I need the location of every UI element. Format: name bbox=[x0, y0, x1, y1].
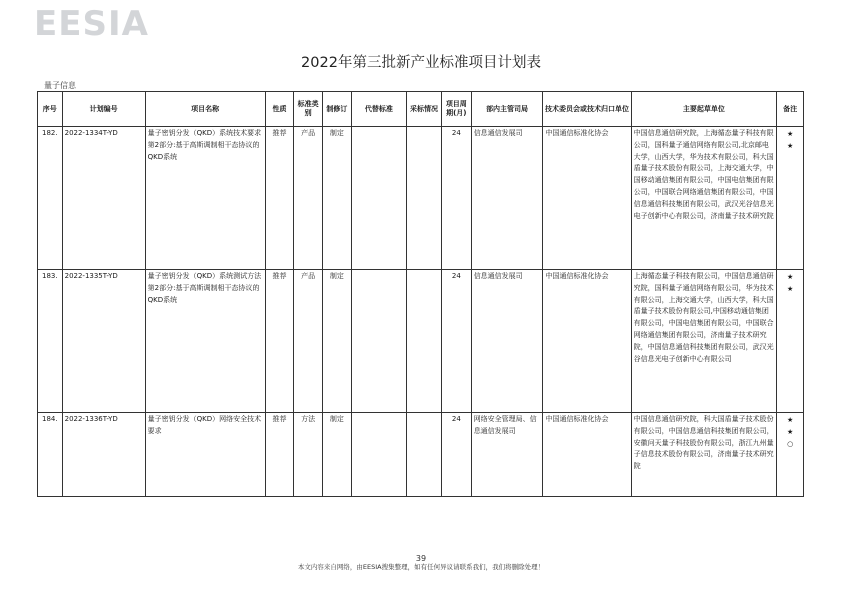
cell-name: 量子密钥分发（QKD）网络安全技术要求 bbox=[145, 413, 265, 497]
cell-drafters: 中国信息通信研究院，上海循态量子科技有限公司，国科量子通信网络有限公司,北京邮电大学，山西大学，华为技术有限公司，科大国盾量子技术股份有限公司，上海交通大学，中国移动通信集团有限公司，中国电信集团有限公司，中国联合网络通信集团有限公司，中国信息通信科技集团有限公司，武汉光谷信息光电子创新中心有限公司，济南量子技术研究院 bbox=[631, 127, 777, 270]
cell-period: 24 bbox=[441, 127, 471, 270]
eesia-logo: EESIA bbox=[34, 4, 149, 44]
cell-adopt bbox=[407, 270, 442, 413]
cell-plan-no: 2022-1334T-YD bbox=[62, 127, 145, 270]
cell-seq: 182. bbox=[38, 127, 63, 270]
cell-note bbox=[777, 270, 804, 413]
cell-nature: 推荐 bbox=[265, 127, 294, 270]
note-marks: ★ ★ bbox=[786, 130, 794, 150]
cell-note bbox=[777, 413, 804, 497]
cell-committee: 中国通信标准化协会 bbox=[543, 413, 631, 497]
cell-std-type: 产品 bbox=[294, 127, 323, 270]
header-nature: 性质 bbox=[265, 92, 294, 127]
header-std-type: 标准类别 bbox=[294, 92, 323, 127]
header-dept: 部内主管司局 bbox=[471, 92, 543, 127]
header-plan-no: 计划编号 bbox=[62, 92, 145, 127]
cell-period: 24 bbox=[441, 413, 471, 497]
header-committee: 技术委员会或技术归口单位 bbox=[543, 92, 631, 127]
page-title: 2022年第三批新产业标准项目计划表 bbox=[301, 55, 541, 71]
cell-std-type: 方法 bbox=[294, 413, 323, 497]
cell-nature: 推荐 bbox=[265, 413, 294, 497]
cell-plan-no: 2022-1335T-YD bbox=[62, 270, 145, 413]
cell-nature: 推荐 bbox=[265, 270, 294, 413]
header-note: 备注 bbox=[777, 92, 804, 127]
cell-seq: 183. bbox=[38, 270, 63, 413]
header-drafters: 主要起草单位 bbox=[631, 92, 777, 127]
cell-dept: 信息通信发展司 bbox=[471, 270, 543, 413]
cell-revise: 制定 bbox=[323, 413, 352, 497]
footer-disclaimer: 本文内容来自网络，由EESIA搜集整理，如有任何异议请联系我们，我们将删除处理！ bbox=[297, 563, 545, 571]
cell-dept: 网络安全管理局、信息通信发展司 bbox=[471, 413, 543, 497]
cell-replace-std bbox=[351, 127, 406, 270]
standards-plan-table bbox=[37, 91, 804, 497]
header-period: 项目周期(月) bbox=[441, 92, 471, 127]
cell-committee: 中国通信标准化协会 bbox=[543, 270, 631, 413]
cell-name: 量子密钥分发（QKD）系统测试方法 第2部分:基于高斯调制相干态协议的QKD系统 bbox=[145, 270, 265, 413]
header-revise: 制修订 bbox=[323, 92, 352, 127]
note-marks: ★ ★ bbox=[786, 273, 794, 293]
cell-adopt bbox=[407, 127, 442, 270]
cell-replace-std bbox=[351, 270, 406, 413]
cell-drafters: 中国信息通信研究院，科大国盾量子技术股份有限公司，中国信息通信科技集团有限公司，安徽问天量子科技股份有限公司，浙江九州量子信息技术股份有限公司，济南量子技术研究院 bbox=[631, 413, 777, 497]
cell-dept: 信息通信发展司 bbox=[471, 127, 543, 270]
cell-seq: 184. bbox=[38, 413, 63, 497]
table-header-row bbox=[38, 92, 804, 127]
cell-period: 24 bbox=[441, 270, 471, 413]
page-number: 39 bbox=[415, 554, 427, 563]
header-adopt: 采标情况 bbox=[407, 92, 442, 127]
cell-adopt bbox=[407, 413, 442, 497]
cell-name: 量子密钥分发（QKD）系统技术要求 第2部分:基于高斯调制相干态协议的QKD系统 bbox=[145, 127, 265, 270]
header-replace-std: 代替标准 bbox=[351, 92, 406, 127]
note-marks: ★ ★ ○ bbox=[786, 416, 794, 448]
cell-note bbox=[777, 127, 804, 270]
header-name: 项目名称 bbox=[145, 92, 265, 127]
cell-replace-std bbox=[351, 413, 406, 497]
cell-std-type: 产品 bbox=[294, 270, 323, 413]
cell-drafters: 上海循态量子科技有限公司，中国信息通信研究院，国科量子通信网络有限公司，华为技术有限公司，上海交通大学，山西大学，科大国盾量子技术股份有限公司,中国移动通信集团有限公司，中国电信集团有限公司，中国联合网络通信集团有限公司，济南量子技术研究院，中国信息通信科技集团有限公司，武汉光谷信息光电子创新中心有限公司 bbox=[631, 270, 777, 413]
table-row bbox=[38, 413, 804, 497]
header-seq: 序号 bbox=[38, 92, 63, 127]
cell-committee: 中国通信标准化协会 bbox=[543, 127, 631, 270]
cell-revise: 制定 bbox=[323, 127, 352, 270]
cell-revise: 制定 bbox=[323, 270, 352, 413]
category-label: 量子信息 bbox=[44, 81, 76, 90]
table-row bbox=[38, 270, 804, 413]
cell-plan-no: 2022-1336T-YD bbox=[62, 413, 145, 497]
table-row bbox=[38, 127, 804, 270]
